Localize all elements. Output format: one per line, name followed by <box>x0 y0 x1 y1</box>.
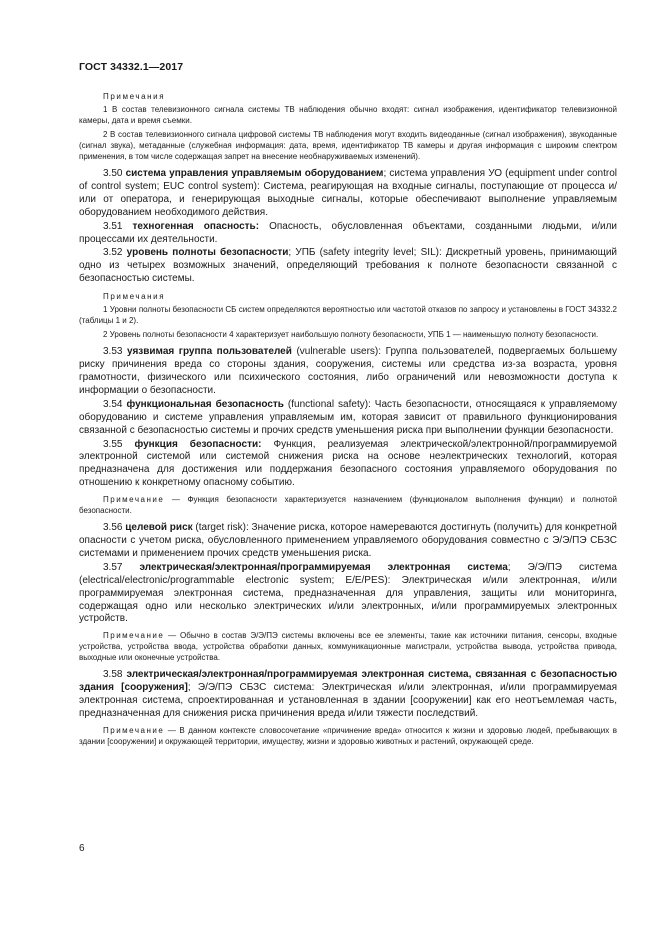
note-label: Примечание <box>103 726 165 735</box>
term-name: электрическая/электронная/программируемая электронная система <box>139 561 508 573</box>
term-definition: ; Э/Э/ПЭ система (electrical/electronic/programmable electronic system; E/E/PES): Электрическая и/или электронная, и/или программируемая электронная система, предназначенная для управления, защиты или мониторинга, содержащая одно или несколько электрических и/или электронных, и/или программируемых электронных устройств. <box>79 561 617 625</box>
page-content <box>79 92 617 750</box>
note-text: — Обычно в состав Э/Э/ПЭ системы включены все ее элементы, такие как источники питания, сенсоры, входные устройства, устройства ввода, устройства обработки данных, коммуникационные магистрали, устройства вывода, устройства привода, выходные или оконечные устройства. <box>79 631 617 663</box>
term-3-52 <box>79 247 617 286</box>
term-number: 3.54 <box>103 398 123 410</box>
term-3-53 <box>79 346 617 398</box>
term-definition: Функция, реализуемая электрической/электронной/программируемой электронной системой или системой снижения риска на основе неэлектрических технологий, которая предназначена для достижения или поддержания безопасного состояния управляемого оборудования по отношению к конкретному опасному событию. <box>79 438 617 489</box>
term-number: 3.55 <box>103 438 123 450</box>
term-name: функция безопасности: <box>134 438 262 450</box>
note-text: — Функция безопасности характеризуется назначением (функционалом выполнения функции) и полнотой безопасности. <box>79 495 617 516</box>
term-3-56 <box>79 522 617 561</box>
term-name: электрическая/электронная/программируемая электронная система, связанная с безопасностью здания [сооружения] <box>79 669 617 694</box>
term-name: целевой риск <box>125 522 193 534</box>
term-3-51 <box>79 221 617 247</box>
term-3-58 <box>79 669 617 721</box>
term-3-54 <box>79 399 617 438</box>
term-definition: ; Э/Э/ПЭ СБЗС система: Электрическая и/или электронная, и/или программируемая электронная система, спроектированная и установленная в здании [сооружении] как его неотъемлемая часть, предназначенная для снижения риска причинения вреда и/или тяжести последствий. <box>79 682 617 720</box>
note-label: Примечание <box>103 631 165 641</box>
term-name: система управления управляемым оборудованием <box>125 168 384 179</box>
term-number: 3.53 <box>103 346 123 358</box>
page-number: 6 <box>79 843 85 854</box>
note-label: Примечание <box>103 495 165 505</box>
term-definition: (functional safety): Часть безопасности, относящаяся к управляемому оборудованию и системе управления управляемым им, которая зависит от правильного функционирования связанной с безопасностью системы и прочих средств уменьшения риска при выполнении функции безопасности. <box>79 398 617 436</box>
term-number: 3.52 <box>103 247 123 259</box>
term-number: 3.58 <box>103 669 123 681</box>
term-name: функциональная безопасность <box>126 398 284 410</box>
note-item: 2 В состав телевизионного сигнала цифровой системы ТВ наблюдения могут входить видеоданные (сигнал изображения), звукоданные (сигнал звука), метаданные (служебная информация: дата, время, идентификатор ТВ камеры и другая информация с широким спектром применения, в том числе содержащая запрет на внесение необнаруживаемых изменений). <box>79 130 617 161</box>
term-definition: ; УПБ (safety integrity level; SIL): Дискретный уровень, принимающий одно из четырех возможных значений, определяющий требования к полноте безопасности связанной с безопасностью системы. <box>79 247 618 285</box>
document-header: ГОСТ 34332.1—2017 <box>79 61 184 73</box>
note-3-57 <box>79 630 617 663</box>
notes-title: Примечания <box>103 92 166 101</box>
term-number: 3.56 <box>103 522 123 534</box>
term-definition: ; система управления УО (equipment under control of control system; EUC control system): Система, реагирующая на входные сигналы, поступающие от процесса и/или от оператора, и генерирующая выходные сигналы, которые обеспечивают выполнение управляемым оборудованием необходимого действия. <box>79 168 617 218</box>
note-item: 2 Уровень полноты безопасности 4 характеризует наибольшую полноту безопасности, УПБ 1 — наименьшую полноту безопасности. <box>103 330 599 340</box>
term-definition: (vulnerable users): Группа пользователей, подвергаемых большему риску причинения вреда со стороны здания, сооружения, системы или средства из-за возраста, уровня грамотности, физического или психического состояния, либо ограничений или невозможности доступа к информации о безопасности. <box>79 346 618 396</box>
term-number: 3.51 <box>103 220 123 232</box>
term-number: 3.57 <box>103 561 123 573</box>
term-3-55 <box>79 439 617 491</box>
term-name: техногенная опасность: <box>132 220 260 232</box>
term-definition: (target risk): Значение риска, которое намереваются достигнуть (получить) для конкретной опасности с учетом риска, обусловленного применением управляемого оборудования совместно с Э/Э/ПЭ СБЗС системами и применением прочих средств уменьшения риска. <box>79 522 617 559</box>
note-3-58 <box>79 725 617 747</box>
note-item: 1 Уровни полноты безопасности СБ систем определяются вероятностью или частотой отказов по запросу и установлены в ГОСТ 34332.2 (таблицы 1 и 2). <box>79 305 617 326</box>
note-text: — В данном контексте словосочетание «причинение вреда» относится к жизни и здоровью людей, пребывающих в здании [сооружении] и окружающей территории, имуществу, жизни и здоровью животных и растений, окружающей среде. <box>79 726 617 746</box>
term-number: 3.50 <box>103 168 123 179</box>
term-name: уровень полноты безопасности <box>126 247 289 259</box>
note-item: 1 В состав телевизионного сигнала системы ТВ наблюдения обычно входят: сигнал изображения, идентификатор телевизионной камеры, дата и время съемки. <box>79 105 617 125</box>
note-3-55 <box>79 494 617 516</box>
term-3-50 <box>79 168 617 220</box>
term-definition: Опасность, обусловленная объектами, созданными людьми, и/или процессами их деятельности. <box>79 220 617 245</box>
term-name: уязвимая группа пользователей <box>127 346 292 358</box>
notes-title: Примечания <box>103 292 166 302</box>
term-3-57 <box>79 562 617 627</box>
